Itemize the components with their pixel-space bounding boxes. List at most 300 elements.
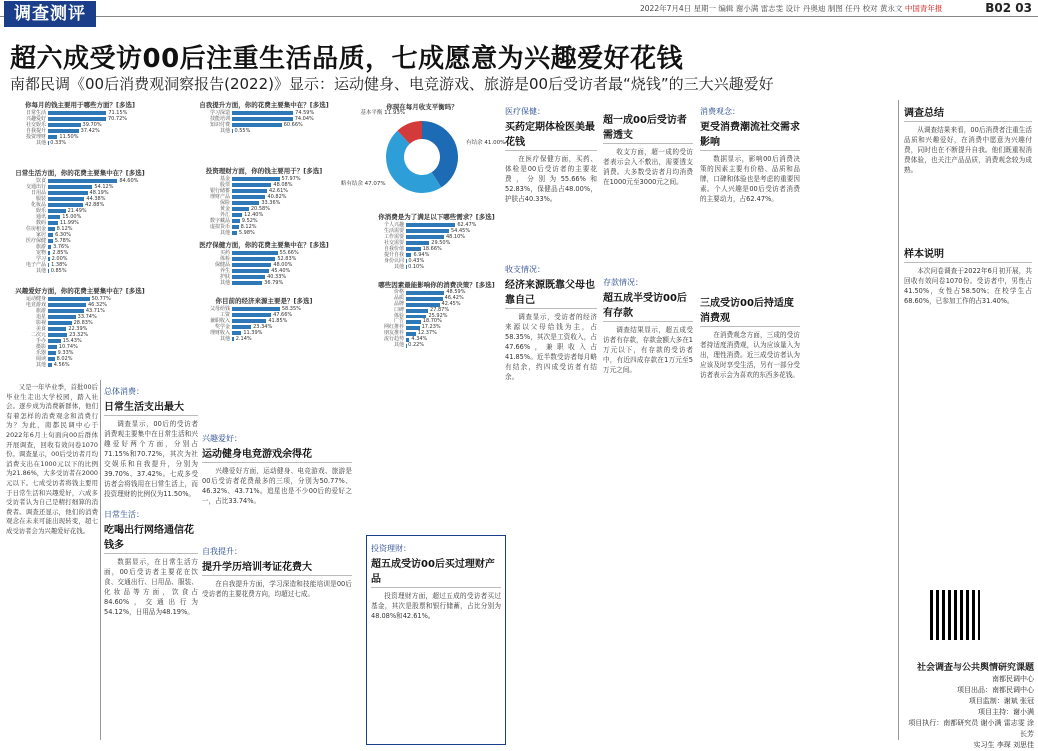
bar: [232, 325, 251, 329]
kicker-xiaofei: 消费观念：: [700, 106, 800, 117]
bar-value: 74.04%: [295, 116, 314, 122]
bar-label: 摄影: [6, 344, 46, 350]
bar-label: 基金: [190, 176, 230, 182]
bar-value: 28.83%: [74, 320, 93, 326]
bar-label: 其他: [190, 280, 230, 286]
title-diaocha: 调查总结: [904, 104, 1032, 122]
bar-value: 6.94%: [413, 252, 429, 258]
bar-label: 银行储蓄: [190, 188, 230, 194]
bar-value: 18.70%: [423, 319, 442, 325]
bar-value: 12.40%: [244, 212, 263, 218]
bar-value: 11.39%: [243, 330, 262, 336]
bar-label: 宠物: [6, 250, 46, 256]
bar-value: 54.45%: [451, 228, 470, 234]
bar-value: 4.34%: [411, 337, 427, 343]
bar: [48, 111, 106, 115]
kicker-touzi: 投资理财：: [371, 543, 501, 554]
bar-label: 理财产品: [190, 194, 230, 200]
credits: [904, 663, 1034, 751]
bar-label: 其他: [6, 140, 46, 146]
bar-value: 9.33%: [58, 350, 74, 356]
bar-value: 48.00%: [273, 262, 292, 268]
bar-value: 70.72%: [108, 116, 127, 122]
bar: [406, 247, 421, 251]
bar-label: 其他: [364, 343, 404, 349]
bar-value: 42.88%: [85, 202, 104, 208]
bar: [48, 239, 53, 243]
kicker-shouru: 收支情况：: [505, 264, 597, 275]
bar: [48, 185, 92, 189]
credits-head: 社会调查与公共舆情研究课题: [904, 663, 1034, 674]
bar-row: [190, 128, 338, 134]
bar-value: 50.77%: [92, 296, 111, 302]
bar-value: 10.74%: [59, 344, 78, 350]
bar-value: 43.71%: [86, 308, 105, 314]
bar: [48, 357, 55, 361]
bar-row: [6, 268, 154, 274]
title-xiaofei: 更受消费潮流社交需求影响: [700, 118, 800, 151]
column-6: [700, 103, 800, 380]
bar: [48, 263, 49, 267]
bar: [48, 209, 66, 213]
bar: [232, 177, 280, 181]
bar-label: 家居: [6, 232, 46, 238]
bar-value: 9.52%: [242, 218, 258, 224]
text-xiaofei: 数据显示，影响00后消费决策的因素主要有价格、品质和品牌，口碑和体验也是考虑的重要因素。个人兴趣是00后受访者消费的主要动力，占62.47%。: [700, 154, 800, 204]
text-chifan: 数据显示，在日常生活方面，00后受访者主要花在饮食、交通出行、日用品、服装、化妆品等方面，饮食占84.60%，交通出行为54.12%，日用品为48.19%。: [104, 557, 198, 617]
bar: [232, 337, 234, 341]
bar: [48, 269, 49, 273]
bar-value: 52.83%: [277, 256, 296, 262]
bar-label: 奖学金: [190, 324, 230, 330]
bar-label: 其他: [6, 268, 46, 274]
bar-label: 朋友推荐: [364, 331, 404, 337]
bar-row: [364, 264, 509, 270]
title-sancheng: 三成受访00后持适度消费观: [700, 294, 800, 327]
bar-label: 日常生活: [6, 110, 46, 116]
bar-label: 品牌: [364, 302, 404, 308]
bar: [48, 351, 56, 355]
bar: [232, 331, 241, 335]
bar-value: 17.23%: [422, 325, 441, 331]
title-cunkuan: 超五成半受访00后有存款: [603, 289, 693, 322]
title-chaozhi: 超一成00后受访者需透支: [603, 111, 693, 144]
bar-label: 父母给钱: [190, 306, 230, 312]
bar-value: 42.61%: [269, 188, 288, 194]
bar-value: 41.85%: [268, 318, 287, 324]
bar-value: 15.00%: [62, 214, 81, 220]
bar-value: 20.58%: [251, 206, 270, 212]
text-sancheng: 在消费观念方面，三成的受访者持适度消费观，认为应该量入为出，理性消费。近三成受访者认为应该及时享受生活，另有一部分受访者表示会为喜欢的东西多花钱。: [700, 330, 800, 380]
text-xingqu: 兴趣爱好方面，运动健身、电竞游戏、旅游是00后受访者花费最多的三项，分别为50.77%、46.32%、43.71%。追星也是不少00后的爱好之一，占比33.74%。: [202, 466, 352, 506]
bar-label: 其他: [190, 128, 230, 134]
column-4: [505, 103, 597, 382]
bar-value: 40.33%: [267, 274, 286, 280]
bar: [232, 225, 239, 229]
bar: [48, 309, 84, 313]
bar: [48, 297, 90, 301]
bar: [406, 297, 443, 301]
bar-label: 个人兴趣: [364, 222, 404, 228]
chart-consumption-needs: [364, 212, 509, 272]
bar-label: 数字藏品: [190, 218, 230, 224]
section-tag: 调查测评: [4, 1, 96, 27]
bar-value: 2.14%: [236, 336, 252, 342]
bar-value: 2.85%: [52, 250, 68, 256]
bar: [232, 231, 237, 235]
bar-value: 71.15%: [108, 110, 127, 116]
bar: [48, 257, 50, 261]
bar-label: 交通出行: [6, 184, 46, 190]
bar: [406, 241, 429, 245]
intro-text: 又是一年毕业季，首批00后毕业生走出大学校园，踏入社会。逐步成为消费新群体，他们有着怎样的消费观念和消费行为？为此，南都民调中心于2022年6月上旬面向00后群体开展调查，回收有效问卷1070份。调查显示，00后受访者月均消费支出在1000元以下的比例为21.86%，大多受访者在2000元以下。七成受访者将钱主要用于日常生活和兴趣爱好，六成多受访者认为自己是精打细算的消费者。调查还显示，他们的消费观念在未来可能出现转变，超七成受访者会为兴趣爱好花钱。: [6, 383, 98, 537]
bar-value: 33.74%: [78, 314, 97, 320]
bar-label: 广告: [364, 319, 404, 325]
bar: [48, 363, 52, 367]
bar: [232, 281, 262, 285]
bar: [406, 223, 455, 227]
bar-value: 48.59%: [446, 290, 465, 296]
pie-label: 略有结余 47.07%: [341, 179, 386, 187]
title-yiliao: 买药定期体检医美最花钱: [505, 118, 597, 151]
bar-label: 医疗保健: [6, 238, 46, 244]
divider: [100, 380, 101, 740]
bar-label: 价格: [364, 290, 404, 296]
bar: [232, 307, 280, 311]
bar-value: 8.12%: [241, 224, 257, 230]
bar: [232, 201, 259, 205]
bar-label: 学习: [6, 256, 46, 262]
title-ziwo: 提升学历培训考证花费大: [202, 558, 352, 576]
bar-label: 外汇: [190, 212, 230, 218]
text-diaocha: 从调查结果来看，00后消费者注重生活品质和兴趣爱好，在消费中愿意为兴趣付费，同时也在不断提升自我。他们既重视消费体验，也关注产品品质，消费观念较为成熟。: [904, 125, 1032, 175]
bar-label: 投资理财: [6, 134, 46, 140]
text-yiliao: 在医疗保健方面，买药、体检是00后受访者的主要花费，分别为55.66%和52.83%，保健品占48.00%，护肤占40.33%。: [505, 154, 597, 204]
chart-income-source: [190, 296, 338, 348]
bar-label: 保健品: [190, 262, 230, 268]
chart-balance-pie: [352, 102, 492, 207]
text-touzi: 投资理财方面，超过五成的受访者买过基金，其次是股票和银行储蓄，占比分别为48.08%和42.61%。: [371, 591, 501, 621]
bar-label: 护肤: [190, 274, 230, 280]
bar-value: 5.78%: [55, 238, 71, 244]
chart-title: 自我提升方面，你的花费主要集中在？[多选]: [190, 100, 338, 109]
bar: [406, 235, 444, 239]
bar-label: 技能培训: [190, 116, 230, 122]
bar-value: 54.12%: [94, 184, 113, 190]
title-yangben: 样本说明: [904, 245, 1032, 263]
bar-label: 体验: [364, 314, 404, 320]
bar-value: 5.98%: [239, 230, 255, 236]
bar-label: 买药: [190, 250, 230, 256]
bar-label: 生活需要: [364, 228, 404, 234]
bar: [232, 275, 265, 279]
qr-code-icon: [930, 590, 980, 640]
bar-row: [190, 280, 338, 286]
bar: [406, 229, 449, 233]
bar-value: 84.60%: [119, 178, 138, 184]
chart-healthcare: [190, 240, 338, 292]
bar-value: 58.35%: [282, 306, 301, 312]
title-xingqu: 运动健身电竞游戏余得花: [202, 445, 352, 463]
bar-value: 8.12%: [57, 226, 73, 232]
bar-label: 体检: [190, 256, 230, 262]
bar: [48, 327, 66, 331]
bar-label: 电子产品: [6, 262, 46, 268]
bar-label: 自我提升: [6, 128, 46, 134]
bar: [48, 197, 84, 201]
title-shouru: 经济来源既靠父母也靠自己: [505, 276, 597, 309]
bar-label: 手办: [6, 338, 46, 344]
title-zongti: 日常生活支出最大: [104, 398, 198, 416]
bar-value: 22.39%: [68, 326, 87, 332]
bar-label: 品质: [364, 296, 404, 302]
bar: [232, 251, 278, 255]
bar-label: 其他: [190, 230, 230, 236]
bar-value: 0.10%: [408, 264, 424, 270]
bar-row: [364, 343, 509, 349]
kicker-ziwo: 自我提升：: [202, 546, 352, 557]
pie-svg: [352, 112, 492, 207]
bar-label: 追星: [6, 314, 46, 320]
chart-title: 你目前的经济来源主要是？[多选]: [190, 296, 338, 305]
bar: [232, 269, 269, 273]
bar-value: 3.76%: [53, 244, 69, 250]
kicker-xingqu: 兴趣爱好：: [202, 433, 352, 444]
title-touzi: 超五成受访00后买过理财产品: [371, 555, 501, 588]
bar-value: 46.32%: [88, 302, 107, 308]
column-5: [603, 103, 693, 375]
bar-value: 1.38%: [51, 262, 67, 268]
chart-decision-factors: [364, 280, 509, 350]
investment-box: [366, 535, 506, 745]
bar: [48, 221, 58, 225]
bar-value: 25.92%: [428, 314, 447, 320]
bar: [48, 321, 72, 325]
text-shouru: 调查显示，受访者的经济来源以父母给钱为主，占58.35%，其次是工资收入，占47.66%，兼职收入占41.85%。近半数受访者每月略有结余，约四成受访者有结余。: [505, 312, 597, 382]
bar-value: 74.59%: [295, 110, 314, 116]
bar: [48, 203, 83, 207]
text-ziwo: 在自我提升方面，学习深造和技能培训是00后受访者的主要花费方向，均超过七成。: [202, 579, 352, 599]
bar: [232, 123, 282, 127]
bar-label: 口碑: [364, 308, 404, 314]
chart-title: 日常生活方面，你的花费主要集中在？[多选]: [6, 168, 154, 177]
bar: [232, 319, 266, 323]
bar-value: 46.42%: [445, 296, 464, 302]
bar: [406, 320, 421, 324]
bar: [48, 135, 57, 139]
bar-value: 2.00%: [52, 256, 68, 262]
chart-title: 你消费是为了满足以下哪些需求？[多选]: [364, 212, 509, 221]
bar: [48, 333, 67, 337]
bar: [48, 191, 88, 195]
bar: [406, 291, 444, 295]
bar-label: 电竞游戏: [6, 302, 46, 308]
bar-label: 社交需要: [364, 240, 404, 246]
bar-label: 理财收入: [190, 330, 230, 336]
credits-line: 项目执行：南都研究员 谢小满 雷志雯 涂长芳: [904, 718, 1034, 740]
column-3: [202, 430, 352, 599]
bar-label: 其他: [364, 264, 404, 270]
bar-value: 23.34%: [253, 324, 272, 330]
bar-value: 44.38%: [86, 196, 105, 202]
bar-label: 网红推荐: [364, 325, 404, 331]
chart-title: 你每月的钱主要用于哪些方面？[多选]: [6, 100, 154, 109]
bar-label: 提升自我: [364, 252, 404, 258]
bar-label: 旅游: [6, 244, 46, 250]
chart-self-improvement: [190, 100, 338, 144]
bar-label: 二次元: [6, 332, 46, 338]
bar-value: 8.02%: [57, 356, 73, 362]
page-number: B02 03: [985, 1, 1032, 15]
bar: [48, 345, 57, 349]
bar-label: 乐器: [6, 350, 46, 356]
chart-title: 投资理财方面，你的钱主要用于？[多选]: [190, 166, 338, 175]
bar-value: 23.32%: [69, 332, 88, 338]
bar-row: [6, 140, 154, 146]
chart-daily-life: [6, 168, 154, 283]
pie-label: 基本平衡 11.93%: [360, 108, 405, 116]
bar-label: 身份认同: [364, 258, 404, 264]
bar: [232, 117, 293, 121]
kicker-yiliao: 医疗保健：: [505, 106, 597, 117]
bar-label: 社交娱乐: [6, 122, 46, 128]
bar-value: 27.87%: [430, 308, 449, 314]
text-zongti: 调查显示，00后的受访者消费观主要集中在日常生活和兴趣爱好两个方面，分别占71.15%和70.72%，其次为社交娱乐和自我提升，分别为39.70%、37.42%。七成多受访者会将钱用在日常生活上，而投资理财的比例仅为11.50%。: [104, 419, 198, 499]
bar-value: 37.42%: [81, 128, 100, 134]
credits-line: 项目主持：谢小满: [904, 707, 1034, 718]
bar-label: 饮食: [6, 178, 46, 184]
bar-value: 55.66%: [280, 250, 299, 256]
text-cunkuan: 调查结果显示，超五成受访者有存款，存款金额大多在1万元以下，有存款的受访者中，有近四成存款在1万元至5万元之间。: [603, 325, 693, 375]
dateline: 2022年7月4日 星期一 编辑 谢小满 雷志雯 设计 丹奥迪 制图 任丹 校对 黄永文 中国青年报: [640, 3, 942, 14]
pie-label: 有结余 41.00%: [466, 138, 505, 146]
bar: [232, 207, 249, 211]
chart-spending-areas: [6, 100, 154, 162]
bar-label: 住房租金: [6, 226, 46, 232]
subheadline: 南都民调《00后消费观洞察报告(2022)》显示：运动健身、电竞游戏、旅游是00后受访者最“烧钱”的三大兴趣爱好: [10, 73, 774, 94]
bar: [232, 189, 267, 193]
bar: [232, 195, 265, 199]
bar: [48, 251, 50, 255]
bar-label: 运动健身: [6, 296, 46, 302]
bar-value: 0.43%: [408, 258, 424, 264]
credits-line: 项目出品：南都民调中心: [904, 685, 1034, 696]
bar-label: 服装: [6, 196, 46, 202]
bar-value: 48.19%: [90, 190, 109, 196]
bar-value: 0.22%: [408, 343, 424, 349]
bar-value: 6.30%: [55, 232, 71, 238]
headline: 超六成受访00后注重生活品质，七成愿意为兴趣爱好花钱: [10, 38, 683, 75]
bar-label: 日用品: [6, 190, 46, 196]
bar: [232, 111, 293, 115]
bar-value: 47.66%: [273, 312, 292, 318]
bar-label: 养生: [190, 268, 230, 274]
credits-line: 实习生 李琛 刘思佳: [904, 740, 1034, 751]
bar-row: [190, 230, 338, 236]
bar-value: 12.37%: [418, 331, 437, 337]
bar-label: 学习深造: [190, 110, 230, 116]
bar-value: 39.70%: [83, 122, 102, 128]
bar: [48, 303, 86, 307]
bar: [48, 339, 61, 343]
bar: [48, 215, 60, 219]
bar-value: 0.55%: [234, 128, 250, 134]
bar: [406, 253, 411, 257]
chart-title: 兴趣爱好方面，你的花费主要集中在？[多选]: [6, 286, 154, 295]
bar-value: 36.79%: [264, 280, 283, 286]
bar-label: 影视: [6, 320, 46, 326]
text-chaozhi: 收支方面，超一成的受访者表示会入不敷出，需要透支消费。大多数受访者月均消费在1000元至3000元之间。: [603, 147, 693, 187]
bar-label: 工作需要: [364, 234, 404, 240]
bar-label: 工资: [190, 312, 230, 318]
bar-value: 57.97%: [282, 176, 301, 182]
column-2: [104, 383, 198, 617]
bar-value: 29.50%: [431, 240, 450, 246]
bar: [48, 245, 51, 249]
bar-label: 流行趋势: [364, 337, 404, 343]
bar-value: 18.66%: [423, 246, 442, 252]
chart-hobbies: [6, 286, 154, 374]
bar: [232, 213, 242, 217]
bar-value: 15.43%: [63, 338, 82, 344]
bar-label: 股票: [190, 182, 230, 188]
bar-label: 化妆品: [6, 202, 46, 208]
bar-value: 33.36%: [261, 200, 280, 206]
divider: [898, 100, 899, 740]
bar-label: 其他: [190, 336, 230, 342]
bar-row: [6, 362, 154, 368]
bar-label: 娱乐: [6, 208, 46, 214]
bar: [232, 183, 271, 187]
bar-value: 60.66%: [284, 122, 303, 128]
bar: [232, 219, 240, 223]
bar-label: 其他: [6, 362, 46, 368]
pie-title: 你现在每月收支平衡吗？: [352, 102, 492, 111]
bar-value: 21.49%: [68, 208, 87, 214]
bar-label: 自我价值: [364, 246, 404, 252]
bar-value: 48.08%: [273, 182, 292, 188]
bar: [232, 313, 271, 317]
bar-label: 保险: [190, 200, 230, 206]
right-column: [904, 103, 1032, 306]
bar: [48, 129, 79, 133]
kicker-cunkuan: 存款情况：: [603, 277, 693, 288]
bar-label: 阅读: [6, 356, 46, 362]
bar-value: 0.85%: [51, 268, 67, 274]
bar-label: 兼职收入: [190, 318, 230, 324]
bar-value: 40.82%: [267, 194, 286, 200]
bar: [48, 233, 53, 237]
bar-value: 0.33%: [50, 140, 66, 146]
title-chifan: 吃喝出行网络通信花钱多: [104, 521, 198, 554]
bar-value: 48.10%: [446, 234, 465, 240]
bar-value: 11.99%: [60, 220, 79, 226]
bar: [48, 179, 117, 183]
bar-label: 通讯: [6, 214, 46, 220]
chart-title: 医疗保健方面，你的花费主要集中在？[多选]: [190, 240, 338, 249]
top-bar: [0, 0, 1038, 17]
credits-line: 项目监制：谢斌 张冠: [904, 696, 1034, 707]
bar-row: [190, 336, 338, 342]
bar-value: 42.45%: [442, 302, 461, 308]
bar: [232, 263, 271, 267]
chart-investment: [190, 166, 338, 238]
credits-line: 南都民调中心: [904, 674, 1034, 685]
kicker-zongti: 总体消费：: [104, 386, 198, 397]
bar: [48, 315, 76, 319]
bar: [48, 123, 81, 127]
text-yangben: 本次问卷调查于2022年6月初开展，共回收有效问卷1070份。受访者中，男性占41.50%，女性占58.50%；在校学生占68.60%，已参加工作的占31.40%。: [904, 266, 1032, 306]
